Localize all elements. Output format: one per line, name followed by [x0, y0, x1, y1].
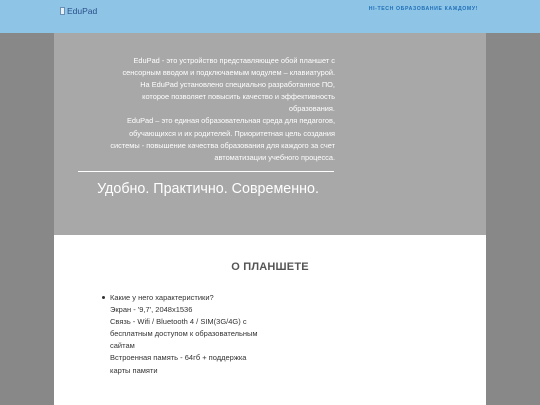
spec-line: Связь - Wifi / Bluetooth 4 / SIM(3G/4G) с — [110, 317, 247, 327]
hero-line: сенсорным вводом и подключаемым модулем – клавиатурой. — [122, 68, 335, 78]
spec-line: сайтам — [110, 341, 135, 351]
logo-alt-text: EduPad — [67, 6, 98, 16]
spec-line: Какие у него характеристики? — [110, 293, 214, 302]
hero-line: EduPad – это единая образовательная среда для педагогов, — [126, 116, 335, 126]
hero-line: которое позволяет повысить качество и эффективность — [142, 92, 335, 102]
hero-paragraph-2 — [74, 115, 335, 163]
hero-paragraph-1 — [74, 55, 335, 115]
hero-line: EduPad - это устройство представляющее обой планшет с — [133, 56, 335, 65]
hero-line: образования. — [288, 104, 335, 114]
main-container — [54, 33, 486, 405]
about-section-title: О ПЛАНШЕТЕ — [231, 261, 309, 273]
hero-line: На EduPad установлено специально разработанное ПО, — [140, 80, 335, 90]
spec-line: Экран - '9,7', 2048x1536 — [110, 305, 193, 315]
spec-line: Встроенная память - 64гб + поддержка — [110, 353, 247, 363]
hero-section — [54, 33, 486, 235]
hero-line: обучающихся и их родителей. Приоритетная цель создания — [129, 128, 335, 138]
hero-divider — [78, 171, 334, 172]
specs-list — [98, 292, 258, 377]
logo-link[interactable] — [60, 4, 97, 18]
bullet-icon — [102, 296, 105, 299]
hero-line: системы - повышение качества образования для каждого за счет — [110, 140, 335, 150]
hero-line: автоматизации учебного процесса. — [214, 152, 335, 162]
tagline: HI-TECH ОБРАЗОВАНИЕ КАЖДОМУ! — [368, 6, 478, 12]
spec-line: карты памяти — [110, 365, 158, 375]
broken-image-icon — [60, 7, 65, 15]
hero-slogan: Удобно. Практично. Современно. — [97, 181, 319, 197]
top-bar — [0, 0, 540, 33]
hero-description — [74, 55, 335, 164]
list-item — [98, 292, 258, 377]
spec-line: бесплатным доступом к образовательным — [110, 329, 258, 339]
